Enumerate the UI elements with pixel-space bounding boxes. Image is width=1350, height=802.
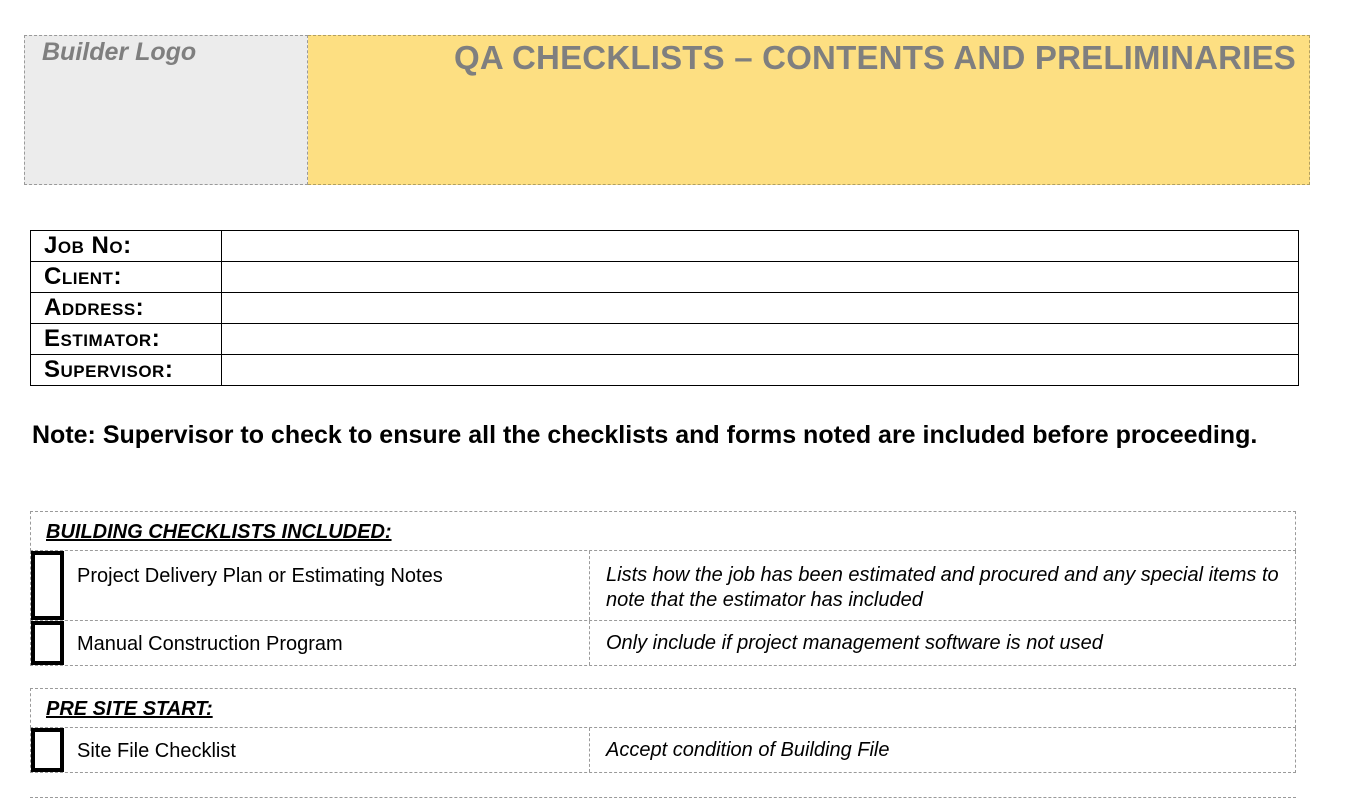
client-label: Client: xyxy=(31,262,222,293)
info-row-client xyxy=(31,262,1299,293)
section-header xyxy=(30,688,1296,728)
include-checkbox[interactable] xyxy=(31,621,64,665)
checklist-row xyxy=(30,551,1296,621)
address-field[interactable] xyxy=(222,293,1299,324)
checklist-row xyxy=(30,728,1296,773)
page-header xyxy=(24,35,1310,185)
supervisor-label: Supervisor: xyxy=(31,355,222,386)
checklist-item-note: Lists how the job has been estimated and procured and any special items to note that the estimator has included xyxy=(606,564,1279,611)
include-checkbox[interactable] xyxy=(31,728,64,772)
page-title: QA CHECKLISTS – CONTENTS AND PRELIMINARIES xyxy=(453,39,1296,76)
estimator-field[interactable] xyxy=(222,324,1299,355)
section-title: PRE SITE START: xyxy=(46,698,213,720)
address-label: Address: xyxy=(31,293,222,324)
info-row-address xyxy=(31,293,1299,324)
job-info-table xyxy=(30,230,1299,386)
logo-text: Builder Logo xyxy=(42,38,197,66)
info-row-estimator xyxy=(31,324,1299,355)
client-field[interactable] xyxy=(222,262,1299,293)
info-row-supervisor xyxy=(31,355,1299,386)
job-no-field[interactable] xyxy=(222,231,1299,262)
include-checkbox[interactable] xyxy=(31,551,64,620)
estimator-label: Estimator: xyxy=(31,324,222,355)
supervisor-field[interactable] xyxy=(222,355,1299,386)
next-section-edge xyxy=(30,797,1296,798)
info-row-job-no xyxy=(31,231,1299,262)
section-building-checklists xyxy=(30,511,1296,666)
checklist-row xyxy=(30,621,1296,666)
section-pre-site-start xyxy=(30,688,1296,773)
job-no-label: Job No: xyxy=(31,231,222,262)
section-title: BUILDING CHECKLISTS INCLUDED: xyxy=(46,521,392,543)
checklist-item-note: Accept condition of Building File xyxy=(606,739,890,761)
checklist-item-name: Manual Construction Program xyxy=(64,621,590,665)
checklist-item-name: Site File Checklist xyxy=(64,728,590,772)
checklist-item-name: Project Delivery Plan or Estimating Notes xyxy=(64,551,590,620)
supervisor-note: Note: Supervisor to check to ensure all the checklists and forms noted are included before proceeding. xyxy=(32,421,1258,449)
section-header xyxy=(30,511,1296,551)
title-banner xyxy=(308,35,1310,185)
builder-logo-placeholder xyxy=(24,35,308,185)
checklist-item-note: Only include if project management software is not used xyxy=(606,632,1103,654)
